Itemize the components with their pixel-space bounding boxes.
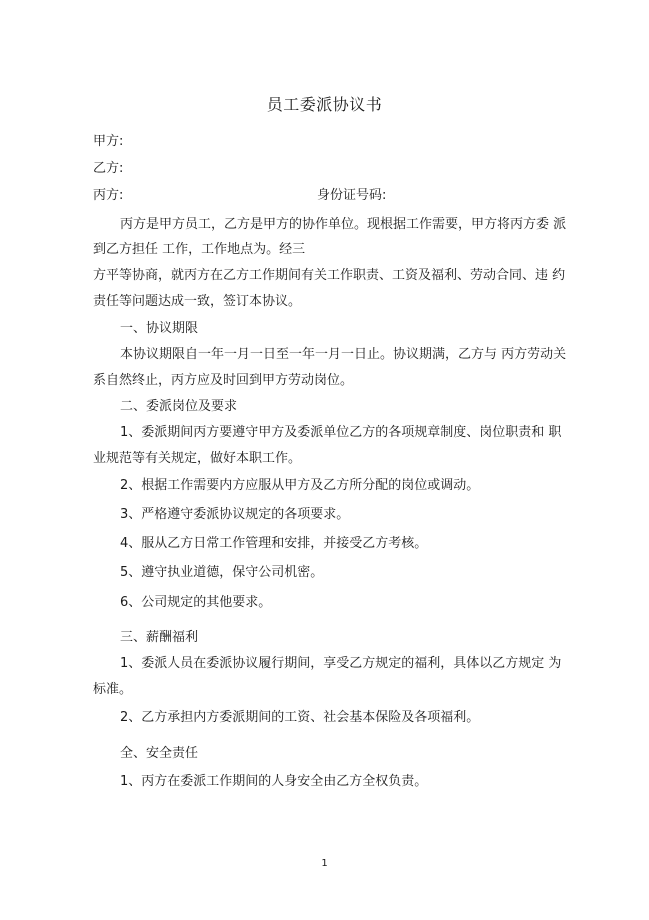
section-heading: 一、协议期限 [120,321,199,336]
list-item-continuation: 业规范等有关规定，做好本职工作。 [93,451,302,466]
section-heading: 二、委派岗位及要求 [120,399,238,414]
list-item: 3、严格遵守委派协议规定的各项要求。 [120,507,350,522]
list-item: 1、丙方在委派工作期间的人身安全由乙方全权负责。 [120,774,428,789]
intro-line: 丙方是甲方员工，乙方是甲方的协作单位。现根据工作需要，甲方将丙方委 派 [120,217,567,232]
list-item: 2、乙方承担内方委派期间的工资、社会基本保险及各项福利。 [120,710,480,725]
list-item-continuation: 标准。 [93,682,133,697]
intro-line: 到乙方担任 工作，工作地点为。经三 [93,242,306,257]
list-item: 5、遵守执业道德，保守公司机密。 [120,565,324,580]
id-number-label: 身份证号码: [317,188,387,203]
party-a-label: 甲方: [93,134,124,149]
list-item: 1、委派期间丙方要遵守甲方及委派单位乙方的各项规章制度、岗位职责和 职 [120,425,562,440]
party-c-label: 丙方: [93,188,124,203]
list-item: 1、委派人员在委派协议履行期间，享受乙方规定的福利，具体以乙方规定 为 [120,656,562,671]
section-heading: 三、薪酬福利 [120,630,199,645]
intro-line: 责任等问题达成一致，签订本协议。 [93,294,302,309]
document-title: 员工委派协议书 [266,95,383,114]
paragraph-line: 本协议期限自一年一月一日至一年一月一日止。协议期满，乙方与 丙方劳动关 [120,347,567,362]
page-number: 1 [321,858,328,869]
list-item: 2、根据工作需要内方应服从甲方及乙方所分配的岗位或调动。 [120,478,480,493]
party-b-label: 乙方: [93,161,124,176]
paragraph-line: 系自然终止，丙方应及时回到甲方劳动岗位。 [93,373,354,388]
section-heading: 全、安全责任 [120,746,199,761]
list-item: 4、服从乙方日常工作管理和安排，并接受乙方考核。 [120,536,428,551]
list-item: 6、公司规定的其他要求。 [120,595,272,610]
intro-line: 方平等协商，就丙方在乙方工作期间有关工作职责、工资及福利、劳动合同、违 约 [93,268,566,283]
